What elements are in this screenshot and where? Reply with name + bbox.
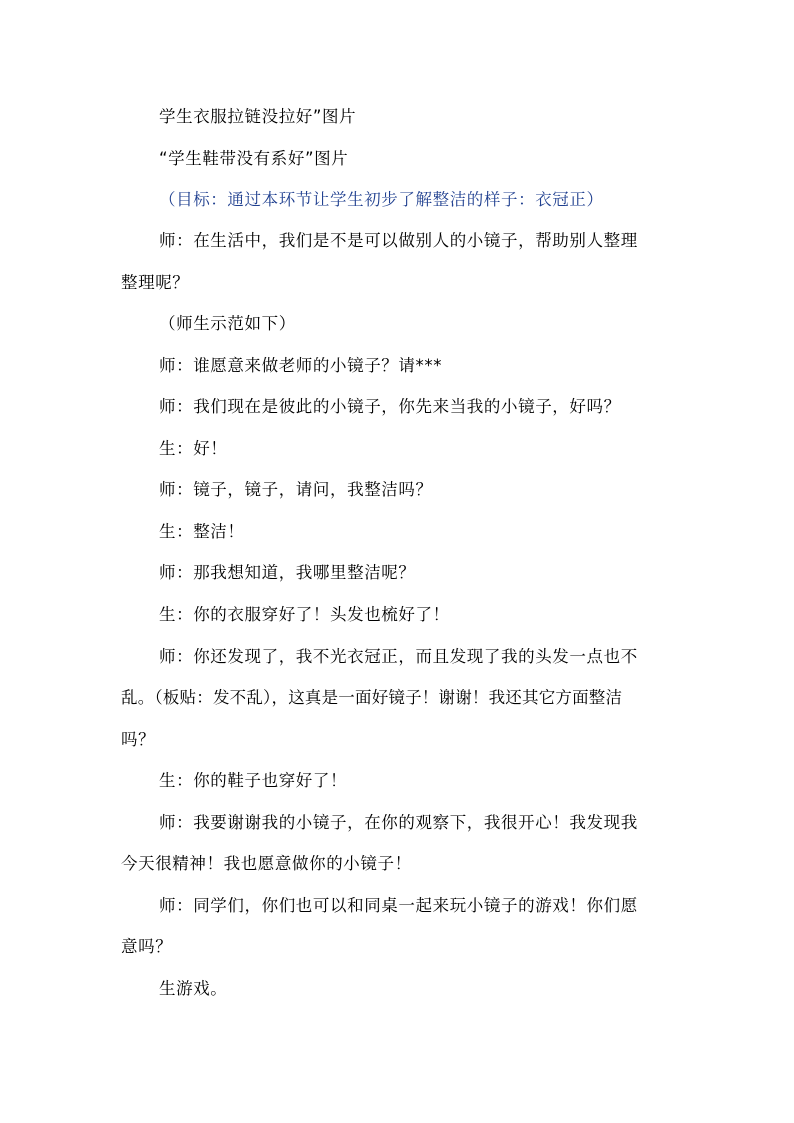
paragraph-line: 师：那我想知道，我哪里整洁呢？ (159, 563, 416, 582)
paragraph-line: 生：你的衣服穿好了！头发也梳好了！ (159, 605, 450, 624)
paragraph-line: 吗？ (121, 730, 156, 749)
paragraph-line: 意吗？ (121, 937, 173, 956)
paragraph-line: 师：我们现在是彼此的小镜子，你先来当我的小镜子，好吗？ (159, 397, 621, 416)
paragraph-line: （师生示范如下） (159, 314, 296, 333)
paragraph-line: 师：镜子，镜子，请问，我整洁吗？ (159, 480, 433, 499)
paragraph-line: “学生鞋带没有系好”图片 (159, 149, 349, 168)
paragraph-line: 师：我要谢谢我的小镜子，在你的观察下，我很开心！我发现我 (159, 813, 638, 832)
goal-note: （目标：通过本环节让学生初步了解整洁的样子：衣冠正） (159, 190, 604, 209)
paragraph-line: 师：在生活中，我们是不是可以做别人的小镜子，帮助别人整理 (159, 231, 638, 250)
paragraph-line: 学生衣服拉链没拉好”图片 (159, 107, 357, 126)
paragraph-line: 师：谁愿意来做老师的小镜子？请*** (159, 356, 443, 375)
paragraph-line: 乱。（板贴：发不乱），这真是一面好镜子！谢谢！我还其它方面整洁 (121, 688, 623, 707)
paragraph-line: 生游戏。 (159, 979, 228, 998)
paragraph-line: 师：你还发现了，我不光衣冠正，而且发现了我的头发一点也不 (159, 647, 638, 666)
paragraph-line: 生：好！ (159, 439, 228, 458)
paragraph-line: 师：同学们，你们也可以和同桌一起来玩小镜子的游戏！你们愿 (159, 896, 638, 915)
paragraph-line: 整理呢？ (121, 273, 190, 292)
paragraph-line: 生：整洁！ (159, 522, 245, 541)
paragraph-line: 生：你的鞋子也穿好了！ (159, 771, 348, 790)
paragraph-line: 今天很精神！我也愿意做你的小镜子！ (121, 854, 412, 873)
